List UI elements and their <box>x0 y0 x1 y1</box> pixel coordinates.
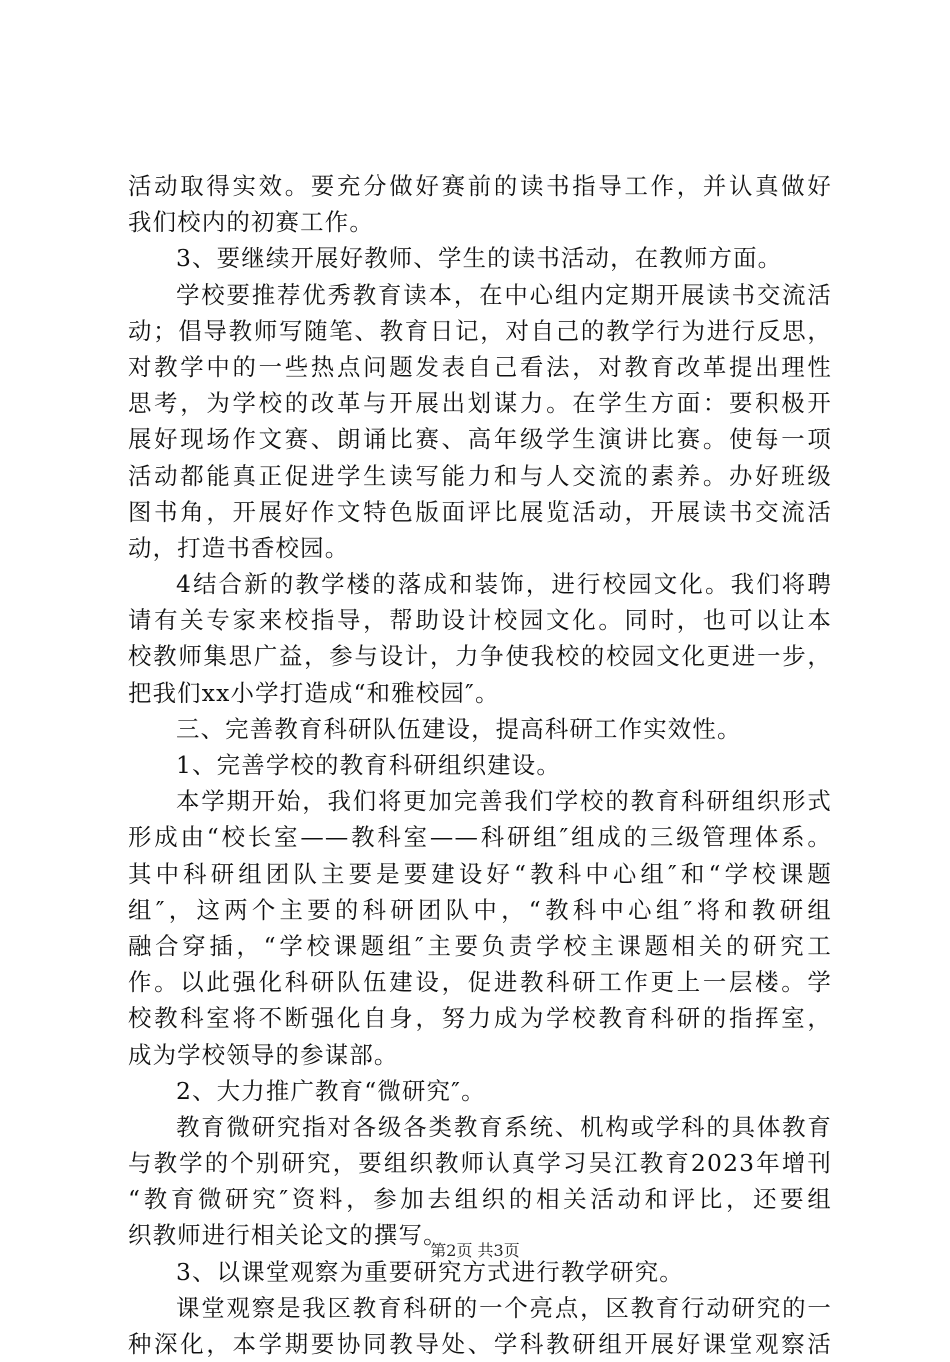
text-line: 本学期开始，我们将更加完善我们学校的教育科研组织形式 <box>176 787 832 816</box>
text-line: 种深化，本学期要协同教导处、学科教研组开展好课堂观察活 <box>128 1330 832 1358</box>
text-line: 织教师进行相关论文的撰写。 <box>128 1221 448 1250</box>
text-line: 校教科室将不断强化自身，努力成为学校教育科研的指挥室， <box>128 1004 832 1033</box>
text-line: 校教师集思广益，参与设计，力争使我校的校园文化更进一步， <box>128 642 832 671</box>
text-line: 动；倡导教师写随笔、教育日记，对自己的教学行为进行反思， <box>128 316 832 345</box>
text-line: 展好现场作文赛、朗诵比赛、高年级学生演讲比赛。使每一项 <box>128 425 832 454</box>
subsection-heading: 1、完善学校的教育科研组织建设。 <box>176 751 561 779</box>
text-line: 教育微研究指对各级各类教育系统、机构或学科的具体教育 <box>176 1112 832 1141</box>
text-line: 活动取得实效。要充分做好赛前的读书指导工作，并认真做好 <box>128 172 832 200</box>
text-line: 对教学中的一些热点问题发表自己看法，对教育改革提出理性 <box>128 352 832 381</box>
page-footer: 第2页 共3页 <box>430 1241 520 1260</box>
text-line: “教育微研究″资料，参加去组织的相关活动和评比，还要组 <box>128 1185 832 1214</box>
section-heading: 三、完善教育科研队伍建设，提高科研工作实效性。 <box>176 714 742 743</box>
document-body <box>128 168 832 1362</box>
text-line: 学校要推荐优秀教育读本，在中心组内定期开展读书交流活 <box>176 280 832 309</box>
text-line: 请有关专家来校指导，帮助设计校园文化。同时，也可以让本 <box>128 606 832 635</box>
subsection-heading: 3、以课堂观察为重要研究方式进行教学研究。 <box>176 1257 684 1286</box>
text-line: 课堂观察是我区教育科研的一个亮点，区教育行动研究的一 <box>176 1293 832 1322</box>
text-line: 融合穿插，“学校课题组″主要负责学校主课题相关的研究工 <box>128 931 832 960</box>
text-line: 图书角，开展好作文特色版面评比展览活动，开展读书交流活 <box>128 497 832 526</box>
text-line: 3、要继续开展好教师、学生的读书活动，在教师方面。 <box>176 244 783 273</box>
text-line: 其中科研组团队主要是要建设好“教科中心组″和“学校课题 <box>128 859 832 888</box>
text-line: 组″，这两个主要的科研团队中，“教科中心组″将和教研组 <box>128 895 832 924</box>
text-line: 成为学校领导的参谋部。 <box>128 1040 399 1069</box>
text-line: 思考，为学校的改革与开展出划谋力。在学生方面：要积极开 <box>128 389 832 418</box>
text-line: 与教学的个别研究，要组织教师认真学习吴江教育2023年增刊 <box>128 1149 832 1178</box>
text-line: 4结合新的教学楼的落成和装饰，进行校园文化。我们将聘 <box>176 570 832 599</box>
text-line: 活动都能真正促进学生读写能力和与人交流的素养。办好班级 <box>128 461 832 490</box>
text-line: 作。以此强化科研队伍建设，促进教科研工作更上一层楼。学 <box>128 968 832 997</box>
text-line: 动，打造书香校园。 <box>128 533 350 562</box>
text-line: 形成由“校长室——教科室——科研组″组成的三级管理体系。 <box>128 823 832 852</box>
subsection-heading: 2、大力推广教育“微研究″。 <box>176 1076 486 1105</box>
text-line: 我们校内的初赛工作。 <box>128 208 374 237</box>
text-line: 把我们xx小学打造成“和雅校园″。 <box>128 678 500 707</box>
